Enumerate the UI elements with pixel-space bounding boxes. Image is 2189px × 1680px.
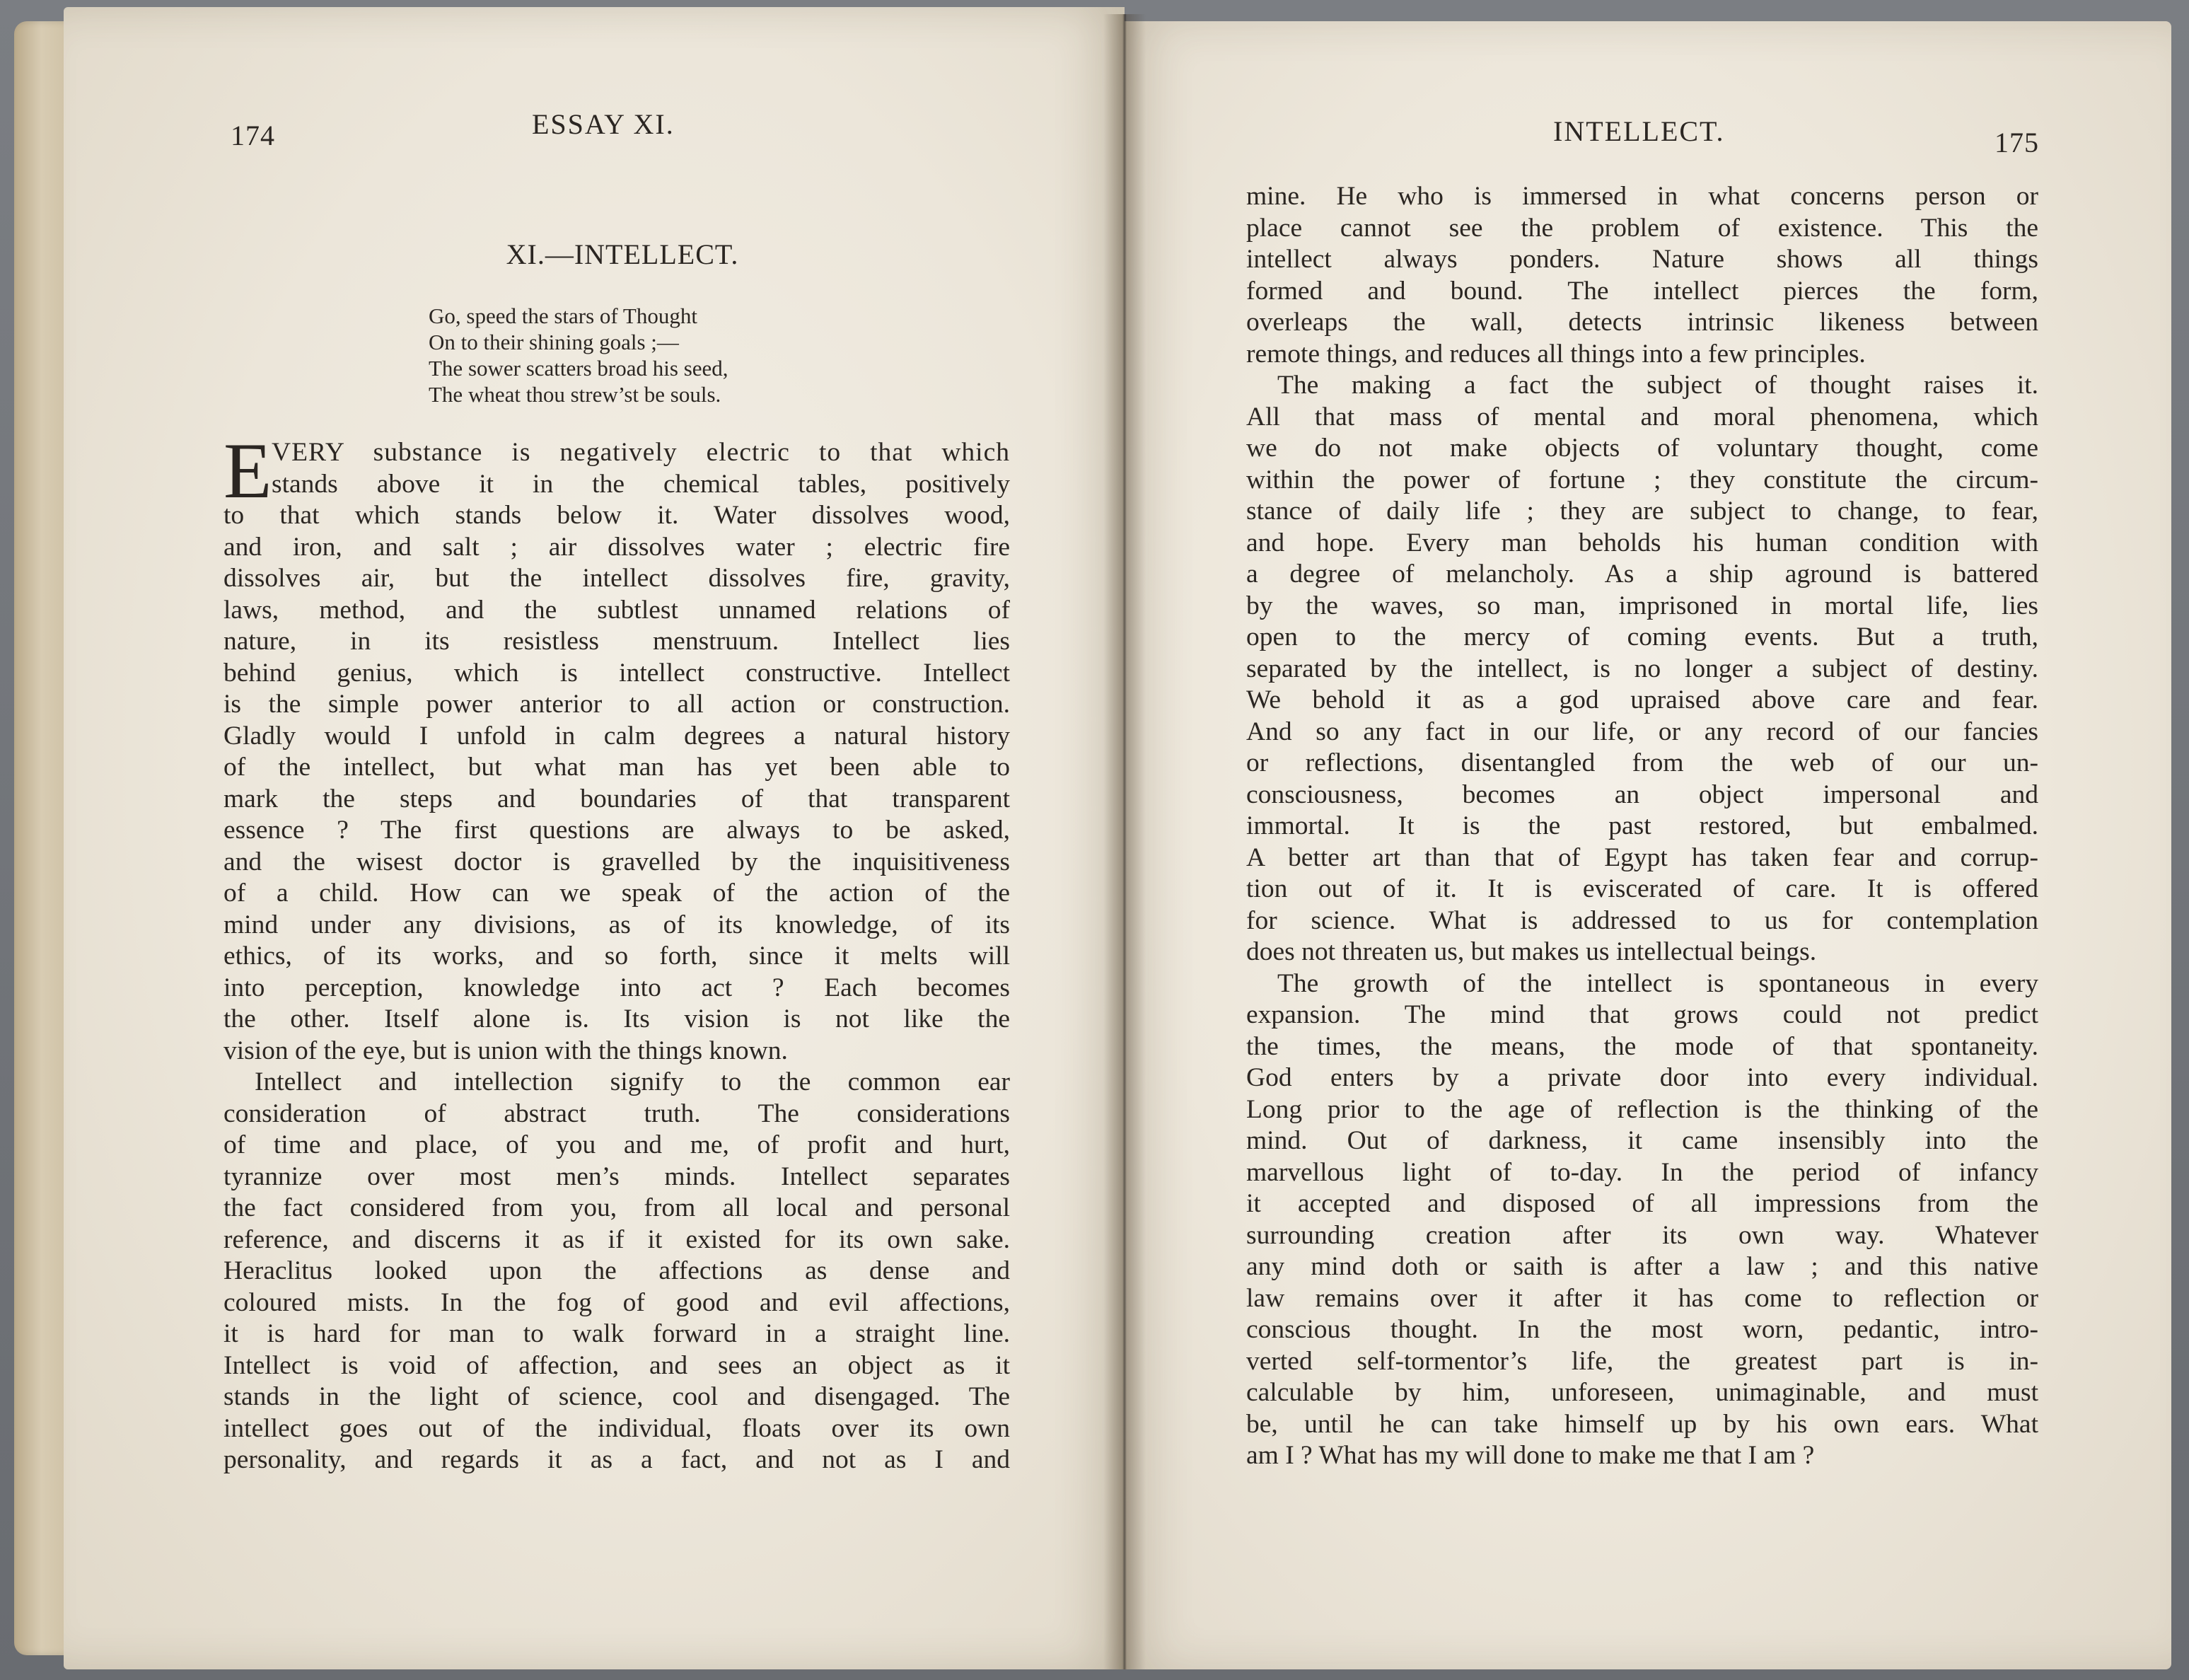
text-line: tyrannize over most men’s minds. Intellect separates [223, 1161, 1010, 1191]
text-line: essence ? The first questions are always to be asked, [223, 816, 1010, 845]
text-line: We behold it as a god upraised above care and fear. [1246, 685, 2038, 714]
text-line: place cannot see the problem of existence. This the [1246, 213, 2038, 243]
text-line: and hope. Every man beholds his human condition with [1246, 528, 2038, 557]
text-line: tion out of it. It is eviscerated of care. It is offered [1246, 874, 2038, 903]
text-line: and the wisest doctor is gravelled by the inquisitiveness [223, 847, 1010, 876]
text-line: consideration of abstract truth. The considerations [223, 1099, 1010, 1128]
text-line: behind genius, which is intellect constructive. Intellect [223, 658, 1010, 688]
text-line: the other. Itself alone is. Its vision is not like the [223, 1004, 1010, 1033]
text-line: And so any fact in our life, or any record of our fancies [1246, 717, 2038, 746]
left-running-head: ESSAY XI. [532, 108, 675, 140]
text-line: any mind doth or saith is after a law ; and this native [1246, 1252, 2038, 1281]
text-line: the fact considered from you, from all local and personal [223, 1193, 1010, 1222]
text-line: am I ? What has my will done to make me that I am ? [1246, 1441, 1815, 1470]
text-line: verted self-tormentor’s life, the greatest part is in- [1246, 1346, 2038, 1376]
book-gutter [1103, 14, 1146, 1669]
text-line: mark the steps and boundaries of that transparent [223, 784, 1010, 813]
text-line: marvellous light of to-day. In the period of infancy [1246, 1157, 2038, 1187]
right-body-text [1246, 181, 2038, 1472]
text-line: is the simple power anterior to all action or construction. [223, 690, 1010, 719]
opening-paragraph [223, 427, 1010, 1067]
text-line: formed and bound. The intellect pierces the form, [1246, 276, 2038, 306]
text-line: for science. What is addressed to us for contemplation [1246, 905, 2038, 935]
text-line: immortal. It is the past restored, but embalmed. [1246, 811, 2038, 840]
text-line: mind under any divisions, as of its knowledge, of its [223, 910, 1010, 939]
text-line: mind. Out of darkness, it came insensibly into the [1246, 1126, 2038, 1155]
right-page-number: 175 [1995, 127, 2039, 158]
text-line: consciousness, becomes an object impersonal and [1246, 780, 2038, 809]
text-line: of a child. How can we speak of the action of the [223, 879, 1010, 908]
epigraph-line: On to their shining goals ;— [429, 330, 679, 354]
text-line: open to the mercy of coming events. But a truth, [1246, 622, 2038, 651]
text-line: Intellect and intellection signify to the common ear [255, 1067, 1010, 1096]
chapter-title: XI.—INTELLECT. [506, 238, 739, 270]
text-line: a degree of melancholy. As a ship aground is battered [1246, 560, 2038, 589]
text-line: laws, method, and the subtlest unnamed relations of [223, 595, 1010, 625]
text-line: does not threaten us, but makes us intellectual beings. [1246, 937, 1817, 966]
text-line: intellect always ponders. Nature shows all things [1246, 245, 2038, 274]
epigraph-line: The sower scatters broad his seed, [429, 356, 728, 381]
text-line: separated by the intellect, is no longer a subject of destiny. [1246, 654, 2038, 683]
text-line: law remains over it after it has come to reflection or [1246, 1283, 2038, 1313]
text-line: coloured mists. In the fog of good and evil affections, [223, 1287, 1010, 1317]
text-line: remote things, and reduces all things into a few principles. [1246, 339, 1866, 369]
text-line: the times, the means, the mode of that spontaneity. [1246, 1031, 2038, 1061]
text-line: stance of daily life ; they are subject to change, to fear, [1246, 497, 2038, 526]
text-line: stands in the light of science, cool and disengaged. The [223, 1382, 1010, 1411]
epigraph-line: Go, speed the stars of Thought [429, 303, 697, 328]
text-line: vision of the eye, but is union with the things known. [223, 1036, 788, 1065]
drop-cap: E [223, 427, 272, 515]
paragraph [1246, 370, 2038, 968]
paragraph [223, 1067, 1010, 1476]
text-line: Gladly would I unfold in calm degrees a natural history [223, 721, 1010, 751]
text-line: The making a fact the subject of thought raises it. [1277, 371, 2038, 400]
epigraph [429, 303, 728, 407]
text-line: The growth of the intellect is spontaneous in every [1277, 968, 2038, 998]
text-line: to that which stands below it. Water dissolves wood, [223, 501, 1010, 530]
text-line: it is hard for man to walk forward in a straight line. [223, 1319, 1010, 1348]
text-line: nature, in its resistless menstruum. Intellect lies [223, 627, 1010, 656]
text-line: personality, and regards it as a fact, and not as I and [223, 1445, 1010, 1474]
text-line: of time and place, of you and me, of profit and hurt, [223, 1130, 1010, 1159]
text-line: Long prior to the age of reflection is the thinking of the [1246, 1094, 2038, 1124]
text-line: conscious thought. In the most worn, pedantic, intro- [1246, 1315, 2038, 1344]
right-running-head: INTELLECT. [1553, 115, 1725, 147]
paragraph [1246, 968, 2038, 1472]
text-line: by the waves, so man, imprisoned in mortal life, lies [1246, 591, 2038, 620]
text-line: we do not make objects of voluntary thought, come [1246, 434, 2038, 463]
text-line: Intellect is void of affection, and sees an object as it [223, 1350, 1010, 1380]
text-line: of the intellect, but what man has yet been able to [223, 753, 1010, 782]
text-line: surrounding creation after its own way. Whatever [1246, 1220, 2038, 1250]
text-line: calculable by him, unforeseen, unimaginable, and must [1246, 1378, 2038, 1407]
text-line: into perception, knowledge into act ? Each becomes [223, 973, 1010, 1002]
text-line: Heraclitus looked upon the affections as dense and [223, 1256, 1010, 1285]
text-line: All that mass of mental and moral phenomena, which [1246, 402, 2038, 431]
text-line: overleaps the wall, detects intrinsic likeness between [1246, 308, 2038, 337]
text-line: intellect goes out of the individual, floats over its own [223, 1413, 1010, 1443]
epigraph-line: The wheat thou strew’st be souls. [429, 382, 721, 407]
left-body-text [223, 427, 1010, 1476]
text-line: VERY substance is negatively electric to that which [272, 438, 1010, 467]
text-line: within the power of fortune ; they constitute the circum- [1246, 465, 2038, 494]
text-line: A better art than that of Egypt has taken fear and corrup- [1246, 842, 2038, 872]
paragraph [1246, 181, 2038, 370]
text-line: God enters by a private door into every individual. [1246, 1063, 2038, 1092]
text-line: be, until he can take himself up by his own ears. What [1246, 1409, 2038, 1439]
text-line: it accepted and disposed of all impressions from the [1246, 1189, 2038, 1218]
left-page-number: 174 [231, 120, 275, 151]
text-line: ethics, of its works, and so forth, since it melts will [223, 942, 1010, 971]
text-line: mine. He who is immersed in what concerns person or [1246, 182, 2038, 211]
text-line: or reflections, disentangled from the web of our un- [1246, 748, 2038, 777]
text-line: and iron, and salt ; air dissolves water ; electric fire [223, 532, 1010, 562]
text-line: expansion. The mind that grows could not predict [1246, 1000, 2038, 1029]
text-line: stands above it in the chemical tables, positively [272, 469, 1010, 499]
text-line: reference, and discerns it as if it existed for its own sake. [223, 1224, 1010, 1254]
text-line: dissolves air, but the intellect dissolves fire, gravity, [223, 564, 1010, 593]
